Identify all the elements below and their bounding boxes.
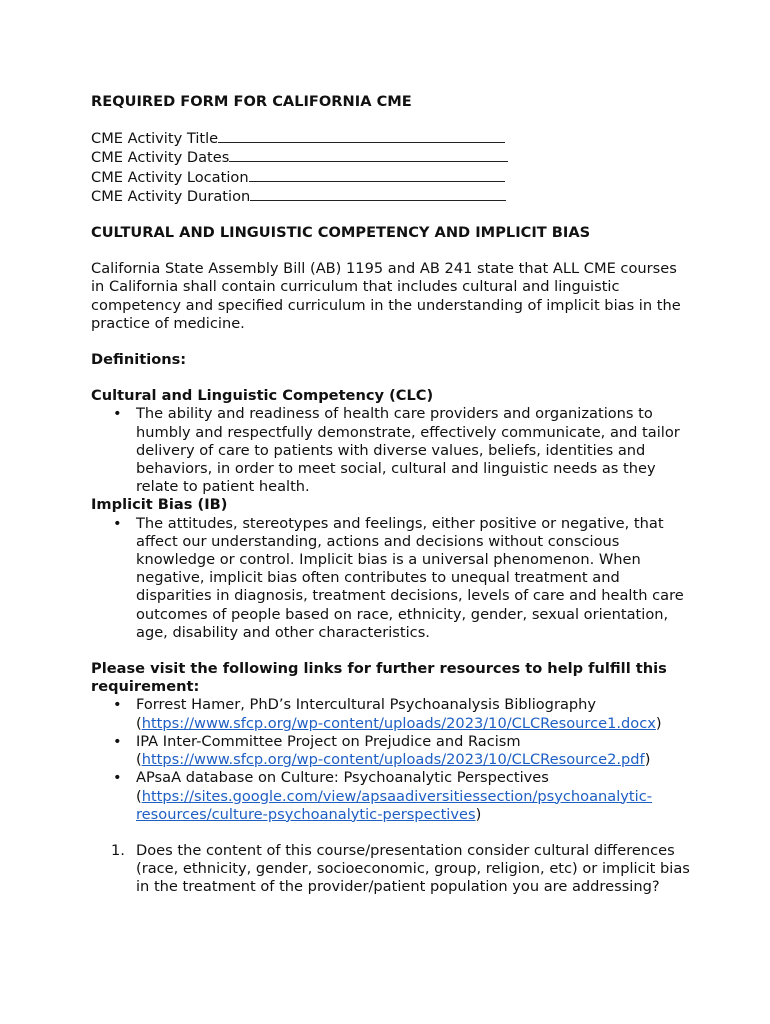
ib-list <box>91 515 691 642</box>
close-paren: ) <box>655 714 662 732</box>
close-paren: ) <box>644 751 651 769</box>
bullet: • <box>113 769 122 787</box>
activity-dates-field[interactable] <box>91 148 691 167</box>
list-item <box>91 405 691 496</box>
list-item <box>91 696 691 732</box>
activity-location-field[interactable] <box>91 168 691 187</box>
ib-heading: Implicit Bias (IB) <box>91 496 228 514</box>
field-label: CME Activity Dates <box>91 149 230 167</box>
blank-line <box>218 129 505 143</box>
questions-list <box>91 842 691 897</box>
open-paren: ( <box>136 714 142 732</box>
blank-line <box>229 148 508 162</box>
resources-heading: Please visit the following links for further resources to help fulfill this requirement: <box>91 660 667 696</box>
list-item <box>91 733 691 769</box>
bullet: • <box>113 514 122 532</box>
resource-link[interactable]: https://sites.google.com/view/apsaadiversitiessection/psychoanalytic-resources/culture-psychoanalytic-perspectives <box>136 787 652 823</box>
open-paren: ( <box>136 787 142 805</box>
field-label: CME Activity Location <box>91 168 249 186</box>
resource-link[interactable]: https://www.sfcp.org/wp-content/uploads/2023/10/CLCResource2.pdf <box>141 751 645 769</box>
resource-link[interactable]: https://www.sfcp.org/wp-content/uploads/2023/10/CLCResource1.docx <box>141 714 656 732</box>
document-page <box>91 93 691 897</box>
intro-paragraph: California State Assembly Bill (AB) 1195 and AB 241 state that ALL CME courses in California shall contain curriculum that includes cultural and linguistic competency and specified curriculum in the understanding of implicit bias in the practice of medicine. <box>91 260 681 332</box>
clc-definition: The ability and readiness of health care providers and organizations to humbly and respectfully demonstrate, effectively communicate, and tailor delivery of care to patients with diverse values, beliefs, identities and behaviors, in order to meet social, cultural and linguistic needs as they relate to patient health. <box>136 405 680 496</box>
field-label: CME Activity Title <box>91 130 219 148</box>
section-heading: CULTURAL AND LINGUISTIC COMPETENCY AND IMPLICIT BIAS <box>91 224 591 242</box>
blank-line <box>249 168 505 182</box>
blank-line <box>250 187 506 201</box>
resource-title: Forrest Hamer, PhD’s Intercultural Psychoanalysis Bibliography <box>136 696 597 714</box>
activity-title-field[interactable] <box>91 129 691 148</box>
activity-duration-field[interactable] <box>91 187 691 206</box>
open-paren: ( <box>136 751 142 769</box>
resource-title: APsaA database on Culture: Psychoanalytic Perspectives <box>136 769 549 787</box>
close-paren: ) <box>475 805 482 823</box>
form-title: REQUIRED FORM FOR CALIFORNIA CME <box>91 93 412 110</box>
bullet: • <box>113 732 122 750</box>
list-item <box>91 769 691 824</box>
list-item <box>91 515 691 642</box>
question-item <box>91 842 691 897</box>
resources-list <box>91 696 691 823</box>
activity-fields <box>91 129 691 206</box>
bullet: • <box>113 696 122 714</box>
question-number: 1. <box>111 841 125 859</box>
definitions-heading: Definitions: <box>91 351 187 369</box>
clc-heading: Cultural and Linguistic Competency (CLC) <box>91 387 434 405</box>
bullet: • <box>113 405 122 423</box>
resource-title: IPA Inter-Committee Project on Prejudice and Racism <box>136 732 521 750</box>
ib-definition: The attitudes, stereotypes and feelings, either positive or negative, that affect our understanding, actions and decisions without conscious knowledge or control. Implicit bias is a universal phenomenon. When negative, implicit bias often contributes to unequal treatment and disparities in diagnosis, treatment decisions, levels of care and health care outcomes of people based on race, ethnicity, gender, sexual orientation, age, disability and other characteristics. <box>136 514 684 641</box>
clc-list <box>91 405 691 496</box>
question-text: Does the content of this course/presentation consider cultural differences (race, ethnicity, gender, socioeconomic, group, religion, etc) or implicit bias in the treatment of the provider/patient population you are addressing? <box>136 841 690 896</box>
field-label: CME Activity Duration <box>91 187 251 205</box>
